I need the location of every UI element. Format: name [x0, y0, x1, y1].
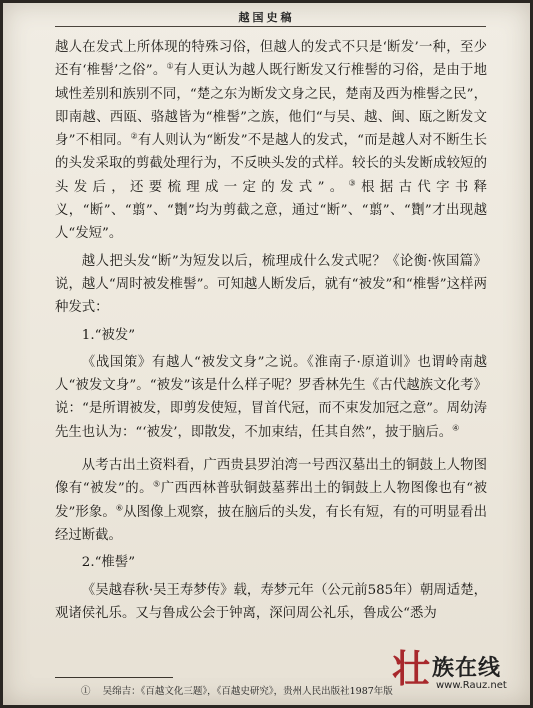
header-rule	[55, 26, 486, 27]
footnote-text: 吴绵吉：《百越文化三题》，《百越史研究》，贵州人民出版社1987年版	[102, 686, 393, 697]
running-head: 越国史稿	[238, 11, 295, 24]
footnote-marker: ③	[348, 178, 362, 188]
footnote-number: ①	[81, 686, 91, 697]
watermark	[392, 647, 520, 699]
footnote-marker: ⑤	[153, 479, 161, 489]
body-text	[55, 36, 487, 625]
section-heading: 2.“椎髻”	[81, 555, 136, 571]
section-heading: 1.“被发”	[81, 327, 136, 343]
paragraph: 《战国策》有越人“被发文身”之说。《淮南子·原道训》也谓岭南越人“被发文身”。“被发”该是什么样子呢？罗香林先生《古代越族文化考》说：“是所谓被发，即剪发使短，冒首代冠，而不束发加冠之意”。周幼涛先生也认为：“‘被发’，即散发，不加束结，任其自然”，披于脑后。④	[55, 354, 487, 440]
footnote-marker: ②	[130, 131, 138, 141]
watermark-name: 族在线	[432, 656, 502, 681]
watermark-url: www.Rauz.net	[436, 680, 507, 691]
paragraph: 从考古出土资料看，广西贵县罗泊湾一号西汉墓出土的铜鼓上人物图像有“被发”的。⑤广西西林普驮铜鼓墓葬出土的铜鼓上人物图像也有“被发”形象。⑥从图像上观察，披在脑后的头发，有长有短，有的可明显看出经过断截。	[55, 458, 487, 543]
footnote	[81, 683, 441, 697]
footnote-marker: ①	[166, 61, 174, 71]
footnote-marker: ⑥	[115, 503, 124, 513]
footnote-rule	[55, 677, 173, 678]
paragraph: 越人在发式上所体现的特殊习俗，但越人的发式不只是‘断发’一种，至少还有‘椎髻’之俗”。①有人更认为越人既行断发又行椎髻的习俗，是由于地域性差别和族别不同，“楚之东为断发文身之民，楚南及西为椎髻之民”，即南越、西瓯、骆越皆为“椎髻”之族，他们“与吴、越、闽、瓯之断发文身”不相同。②有人则认为“断发”不是越人的发式，“而是越人对不断生长的头发采取的剪截处理行为，不反映头发的式样。较长的头发断成较短的头发后，还要梳理成一定的发式”。③根据古代字书释义，“断”、“翦”、“劗”均为剪截之意，通过“断”、“翦”、“劗”才出现越人“发短”。	[55, 40, 488, 242]
paragraph: 《吴越春秋·吴王寿梦传》载，寿梦元年（公元前585年）朝周适楚，观诸侯礼乐。又与鲁成公会于钟离，深问周公礼乐，鲁成公“悉为	[55, 582, 487, 621]
book-page	[3, 3, 530, 705]
paragraph: 越人把头发“断”为短发以后，梳理成什么发式呢？《论衡·恢国篇》说，越人“周时被发椎髻”。可知越人断发后，就有“被发”和“椎髻”这样两种发式：	[55, 253, 487, 316]
footnote-marker: ④	[452, 423, 460, 433]
watermark-logo-icon: 壮	[392, 646, 431, 691]
